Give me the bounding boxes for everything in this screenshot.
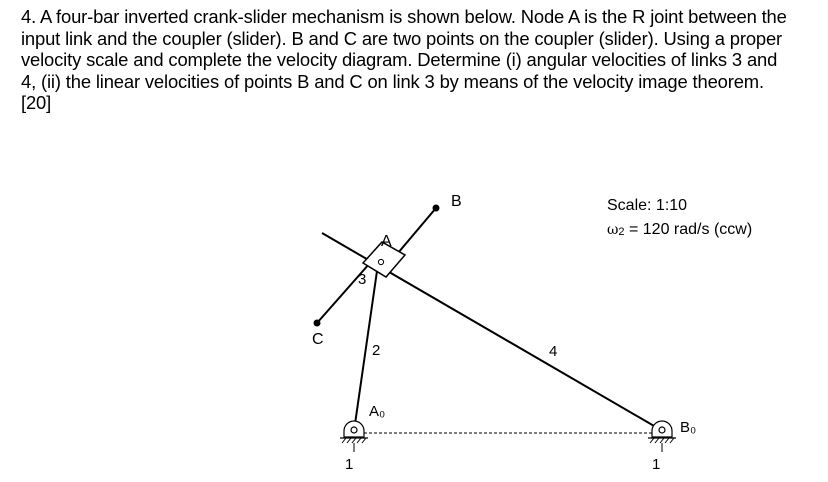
- label-ground-right: 1: [652, 456, 661, 473]
- omega-label: [607, 221, 752, 238]
- point-b-dot: [433, 205, 440, 212]
- question-line-2: input link and the coupler (slider). B and C are two points on the coupler (slider). Using a proper: [21, 27, 783, 49]
- label-link-3: 3: [358, 271, 367, 288]
- label-link-2: 2: [372, 342, 381, 359]
- label-c: C: [312, 331, 324, 348]
- question-line-4: 4, (ii) the linear velocities of points B and C on link 3 by means of the velocity image theorem.: [21, 70, 764, 92]
- label-a0: A₀: [369, 403, 386, 420]
- point-c-dot: [314, 320, 321, 327]
- joint-a: [378, 259, 383, 264]
- question-line-1: 4. A four-bar inverted crank-slider mechanism is shown below. Node A is the R joint between the: [21, 6, 787, 27]
- label-link-4: 4: [549, 343, 558, 360]
- label-ground-left: 1: [345, 456, 354, 473]
- omega-subscript: 2: [618, 226, 625, 238]
- omega-symbol: ω: [607, 222, 619, 238]
- omega-value: = 120 rad/s (ccw): [624, 221, 753, 238]
- ground-pivot-a0: [340, 421, 368, 452]
- label-b0: B₀: [680, 419, 697, 436]
- label-a: A: [381, 233, 392, 250]
- label-b: B: [451, 193, 462, 210]
- scale-label: Scale: 1:10: [607, 197, 688, 214]
- question-line-5: [20]: [21, 92, 52, 114]
- question-line-3: velocity scale and complete the velocity diagram. Determine (i) angular velocities of links 3 and: [21, 49, 778, 71]
